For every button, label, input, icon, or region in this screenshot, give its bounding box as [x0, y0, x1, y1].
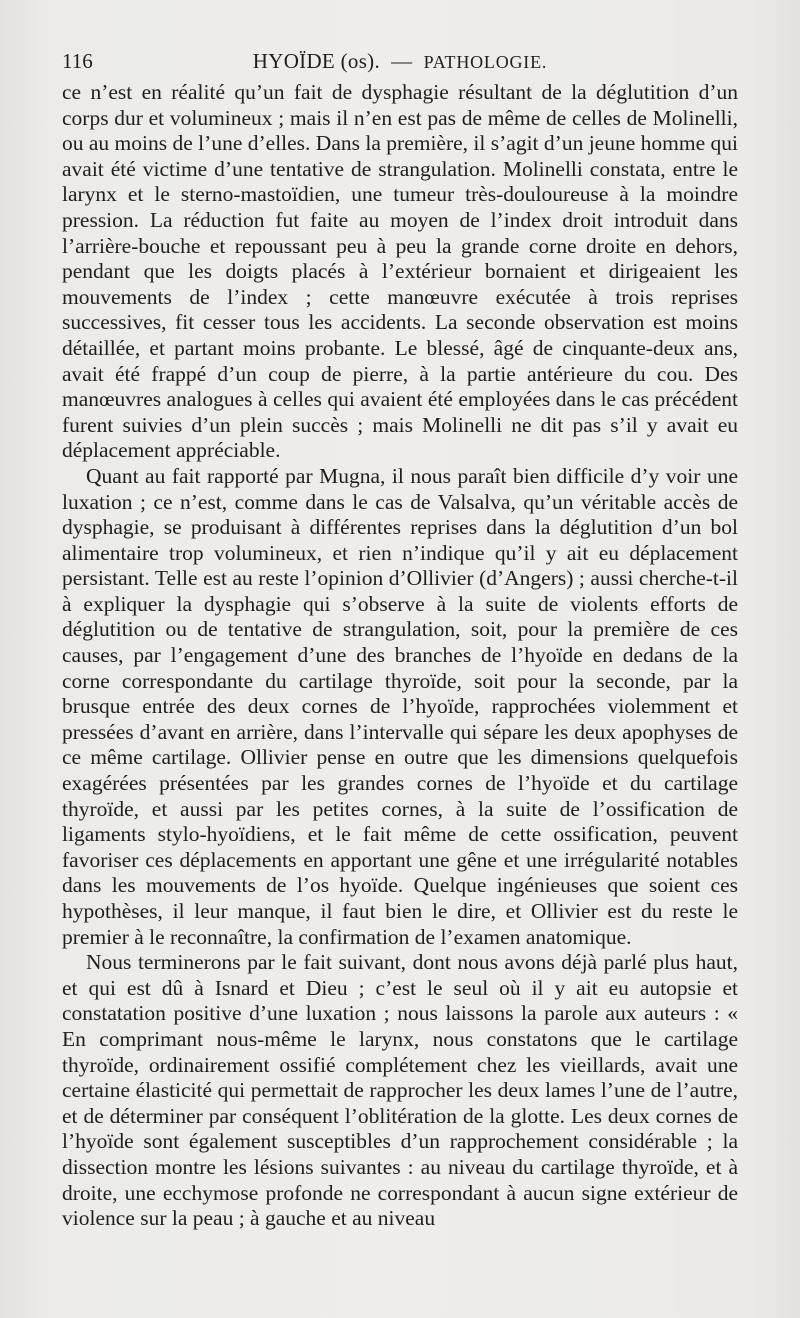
title-section: PATHOLOGIE. [423, 52, 548, 72]
running-title [62, 46, 738, 77]
paragraph-3: Nous terminerons par le fait suivant, dont nous avons déjà parlé plus haut, et qui est dû à Isnard et Dieu ; c’est le seul où il y ait eu autopsie et constatation positive d’une luxation ; nous laissons la parole aux auteurs : « En comprimant nous-même le larynx, nous constatons que le cartilage thyroïde, ordinairement ossifié complétement chez les vieillards, avait une certaine élasticité qui permettait de rapprocher les deux lames l’une de l’autre, et de déterminer par conséquent l’oblitération de la glotte. Les deux cornes de l’hyoïde sont également susceptibles d’un rapprochement considérable ; la dissection montre les lésions suivantes : au niveau du cartilage thyroïde, et à droite, une ecchymose profonde ne correspondant à aucun signe extérieur de violence sur la peau ; à gauche et au niveau [62, 950, 738, 1231]
title-separator: — [391, 49, 413, 73]
body-text [62, 80, 738, 1232]
title-main: HYOÏDE (os). [252, 49, 381, 73]
paragraph-1: ce n’est en réalité qu’un fait de dysphagie résultant de la déglutition d’un corps dur et volumineux ; mais il n’en est pas de même de celles de Molinelli, ou au moins de l’une d’elles. Dans la première, il s’agit d’un jeune homme qui avait été victime d’une tentative de strangulation. Molinelli constata, entre le larynx et le sterno-mastoïdien, une tumeur très-douloureuse à la moindre pression. La réduction fut faite au moyen de l’index droit introduit dans l’arrière-bouche et repoussant peu à peu la grande corne droite en dehors, pendant que les doigts placés à l’extérieur bornaient et dirigeaient les mouvements de l’index ; cette manœuvre exécutée à trois reprises successives, fit cesser tous les accidents. La seconde observation est moins détaillée, et partant moins probante. Le blessé, âgé de cinquante-deux ans, avait été frappé d’un coup de pierre, à la partie antérieure du cou. Des manœuvres analogues à celles qui avaient été employées dans le cas précédent furent suivies d’un plein succès ; mais Molinelli ne dit pas s’il y avait eu déplacement appréciable. [62, 80, 738, 463]
paragraph-2: Quant au fait rapporté par Mugna, il nous paraît bien difficile d’y voir une luxation ; ce n’est, comme dans le cas de Valsalva, qu’un véritable accès de dysphagie, se produisant à différentes reprises dans la déglutition d’un bol alimentaire trop volumineux, et rien n’indique qu’il y ait eu déplacement persistant. Telle est au reste l’opinion d’Ollivier (d’Angers) ; aussi cherche-t-il à expliquer la dysphagie qui s’observe à la suite de violents efforts de déglutition ou de tentative de strangulation, soit, pour la première de ces causes, par l’engagement d’une des branches de l’hyoïde en dedans de la corne correspondante du cartilage thyroïde, soit pour la seconde, par la brusque entrée des deux cornes de l’hyoïde, rapprochées violemment et pressées d’avant en arrière, dans l’intervalle qui sépare les deux apophyses de ce même cartilage. Ollivier pense en outre que les dimensions quelquefois exagérées présentées par les grandes cornes de l’hyoïde et du cartilage thyroïde, et aussi par les petites cornes, à la suite de l’ossification de ligaments stylo-hyoïdiens, et le fait même de cette ossification, peuvent favoriser ces déplacements en apportant une gêne et une irrégularité notables dans les mouvements de l’os hyoïde. Quelque ingénieuses que soient ces hypothèses, il leur manque, il faut bien le dire, et Ollivier est du reste le premier à le reconnaître, la confirmation de l’examen anatomique. [62, 463, 738, 949]
running-header [62, 46, 738, 76]
page-number: 116 [62, 49, 93, 73]
